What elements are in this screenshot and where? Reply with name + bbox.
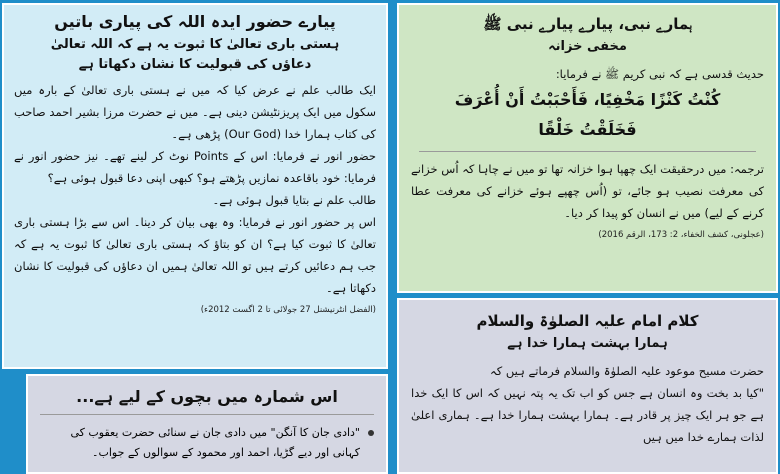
nabi-panel-subtitle: مخفی خزانہ — [548, 39, 627, 54]
arabic-hadith-line-1: كُنْتُ كَنْزًا مَخْفِيًا، فَأَحْبَبْتُ أَنْ أُعْرَفَ — [454, 90, 721, 109]
huzoor-paragraph-1: ایک طالب علم نے عرض کیا کہ میں نے ہستی باری تعالیٰ کے بارہ میں سکول میں ایک پریزنٹیشن دینی ہے۔ میں نے حضرت مرزا بشیر احمد صاحب کی کتاب ہمارا خدا (Our God) پڑھی ہے۔ — [14, 83, 376, 141]
divider — [40, 414, 374, 415]
list-item — [40, 423, 374, 463]
huzoor-paragraph-2: حضور انور نے فرمایا: اس کے Points نوٹ کر لینے تھے۔ نیز حضور انور نے فرمایا: خود باقاعدہ نمازیں پڑھتے ہو؟ کبھی اپنی دعا قبول ہوئی ہے؟ — [14, 149, 376, 185]
nabi-panel — [397, 3, 778, 293]
huzoor-sayings-panel — [2, 3, 388, 369]
huzoor-paragraph-4: اس پر حضور انور نے فرمایا: وہ بھی بیان کر دینا۔ اس سے بڑا ہستی باری تعالیٰ کا ثبوت کیا ہے؟ ان کو بتاؤ کہ ہستی باری تعالیٰ کا ثبوت یہ ہے کہ جب ہم دعائیں کرتے ہیں تو اللہ تعالیٰ ہمیں ان دعاؤں کی قبولیت کا نشان دکھاتا ہے۔ — [14, 215, 376, 295]
kalam-panel-title: کلام امام علیہ الصلوٰۃ والسلام — [476, 312, 699, 330]
arabic-hadith-line-2: فَخَلَقْتُ خَلْقًا — [538, 120, 637, 139]
list-item-text: "دادی جان کا آنگن" میں دادی جان نے سنائی حضرت یعقوب کی کہانی اور دیے گڑیا، احمد اور محمود کے سوالوں کے جواب۔ — [70, 426, 360, 459]
huzoor-panel-title: پیارے حضور ایدہ اللہ کی پیاری باتیں — [54, 12, 336, 31]
huzoor-panel-subtitle-2: دعاؤں کی قبولیت کا نشان دکھاتا ہے — [78, 57, 312, 72]
nabi-intro: حدیث قدسی ہے کہ نبی کریم ﷺ نے فرمایا: — [555, 67, 764, 81]
kalam-intro: حضرت مسیح موعود علیہ الصلوٰۃ والسلام فرماتے ہیں کہ — [490, 364, 764, 378]
huzoor-paragraph-3: طالب علم نے بتایا قبول ہوئی ہے۔ — [212, 193, 376, 207]
nabi-panel-title: ہمارے نبی، پیارے پیارے نبی ﷺ — [483, 15, 692, 33]
kalam-panel-subtitle: ہمارا بہشت ہمارا خدا ہے — [507, 336, 668, 351]
bullet-icon — [368, 430, 374, 436]
nabi-reference: (عجلونی، کشف الخفاء، 2: 173، الرقم 2016) — [598, 230, 764, 240]
divider — [419, 151, 756, 152]
in-this-issue-title: اس شمارہ میں بچوں کے لیے ہے... — [76, 387, 338, 406]
nabi-translation: ترجمہ: میں درحقیقت ایک چھپا ہوا خزانہ تھا تو میں نے چاہا کہ اُس خزانے کی معرفت نصیب ہو جائے، تو (اُس چھپے ہوئے خزانے کی معرفت عطا کرنے کے لیے) میں نے انسان کو پیدا کر دیا۔ — [411, 162, 764, 220]
kalam-quote: "کیا بد بخت وہ انسان ہے جس کو اب تک یہ پتہ نہیں کہ اس کا ایک خدا ہے جو ہر ایک چیز پر قادر ہے۔ ہمارا بہشت ہمارا خدا ہے۔ ہماری اعلیٰ لذات ہمارے خدا میں ہیں — [411, 386, 764, 444]
in-this-issue-panel — [26, 374, 388, 474]
kalam-imam-panel — [397, 298, 778, 474]
huzoor-panel-subtitle-1: ہستی باری تعالیٰ کا ثبوت یہ ہے کہ اللہ تعالیٰ — [50, 37, 340, 52]
huzoor-reference: (الفضل انٹرنیشنل 27 جولائی تا 2 اگست 2012ء) — [200, 305, 376, 315]
